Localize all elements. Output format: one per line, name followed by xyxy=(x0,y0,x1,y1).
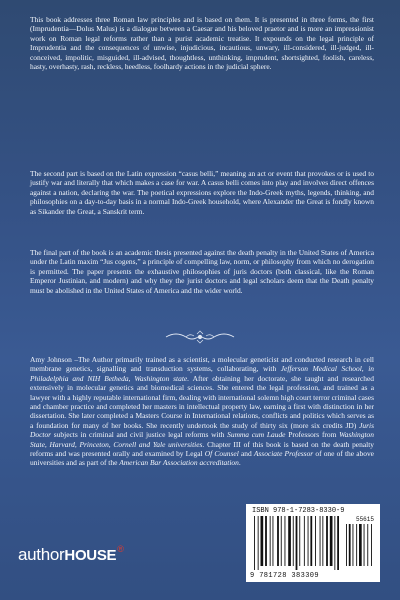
bio-text: . xyxy=(238,458,241,468)
bio-italic-institutions: Jefferson Medical School, in Philadelphia and NIH Betheda, Washington state. xyxy=(30,364,374,383)
bio-italic-associate-professor: Associate Professor xyxy=(253,449,314,459)
publisher-logo-light: author xyxy=(18,545,65,564)
author-bio xyxy=(30,355,374,468)
registered-mark: ® xyxy=(117,544,124,554)
bio-italic-aba: American Bar Association accreditation xyxy=(119,458,239,468)
isbn-barcode xyxy=(246,504,380,582)
bio-italic-of-counsel: Of Counsel xyxy=(204,449,239,459)
isbn-number: ISBN 978-1-7283-8330-9 xyxy=(252,507,345,515)
bio-text: subjects in criminal and civil justice legal reforms with xyxy=(51,430,228,440)
bio-text: of one of the above universities and as part of the xyxy=(30,449,374,468)
bio-text: Chapter III of this book is based on the death penalty reforms and was presented orally and examined by Legal xyxy=(30,439,374,459)
bio-text: After obtaining her doctorate, she taught and researched extensively in molecular genetics and biomedical sciences. She entered the legal profession, and trained as a lawyer with a highly reputable international firm, dealing with international solemn high court terror criminal cases and chamber practice and completed her masters in intellectual property law, earning a first with distinction in her dissertation. She later completed a Masters Course in International relations, conflicts and politics which serves as a foundation for many of her books. She recently undertook the study of thirty six (more six credits JD) xyxy=(30,373,374,430)
bio-text: Amy Johnson –The Author primarily trained as a scientist, a molecular geneticist and conducted research in cell membrane genetics, signalling and transduction systems, collaborating, with xyxy=(30,355,374,374)
barcode-digits: 9 781728 383309 xyxy=(250,572,320,580)
bio-italic-juris-doctor: Juris Doctor xyxy=(30,420,374,440)
publisher-logo xyxy=(18,545,124,565)
publisher-logo-bold: HOUSE xyxy=(64,547,117,564)
bio-italic-summa-cum-laude: Summa cum Laude xyxy=(227,430,286,440)
bio-italic-universities: Washington State, Harvard, Princeton, Cornell and Yale universities. xyxy=(30,430,374,449)
synopsis-paragraph-1: This book addresses three Roman law principles and is based on them. It is presented in three forms, the first (Imprudentia—Dolus Malus) is a dialogue between a Caesar and his beloved praetor and is more an impressionist work on Roman legal reforms rather than a purist academic treatise. It expounds on the legal principle of Imprudentia and the consequences of unwise, injudicious, incautious, unwary, ill-considered, ill-judged, ill-conceived, impolitic, misguided, ill-advised, thoughtless, unthinking, imprudent, shortsighted, foolish, careless, hasty, overhasty, rash, reckless, heedless, foolhardy actions in the judicial sphere. xyxy=(30,15,374,72)
ornament-divider-icon xyxy=(164,330,236,344)
price-code: 55615 xyxy=(355,516,374,523)
synopsis-paragraph-3: The final part of the book is an academic thesis presented against the death penalty in the United States of America under the Latin maxim “Jus cogens,” a principle of compelling law, norm, or philosophy from which no derogation is permitted. The paper presents the exhaustive philosophies of juris doctors (both classical, like the Roman Emperor Justinian, and modern) and why they the jurist doctors and legal scholars deem that the Death penalty must be abolished in the United States of America and the wider world. xyxy=(30,248,374,295)
synopsis-paragraph-2: The second part is based on the Latin expression “casus belli,” meaning an act or event that provokes or is used to justify war and literally that which makes a case for war. A casus belli comes into play and involves direct offences against a nation, declaring the war. The poetical expressions explore the Indo-Greek myths, legends, thinking, and philosophies on a day-to-day basis in a normal Indo-Greek household, where Alexander the Great is fondly known as Sikander the Great, a Sanskrit term. xyxy=(30,169,374,216)
bio-text: and xyxy=(238,449,254,459)
bio-text: Professors from xyxy=(285,430,340,440)
barcode-bars-icon xyxy=(252,516,374,572)
